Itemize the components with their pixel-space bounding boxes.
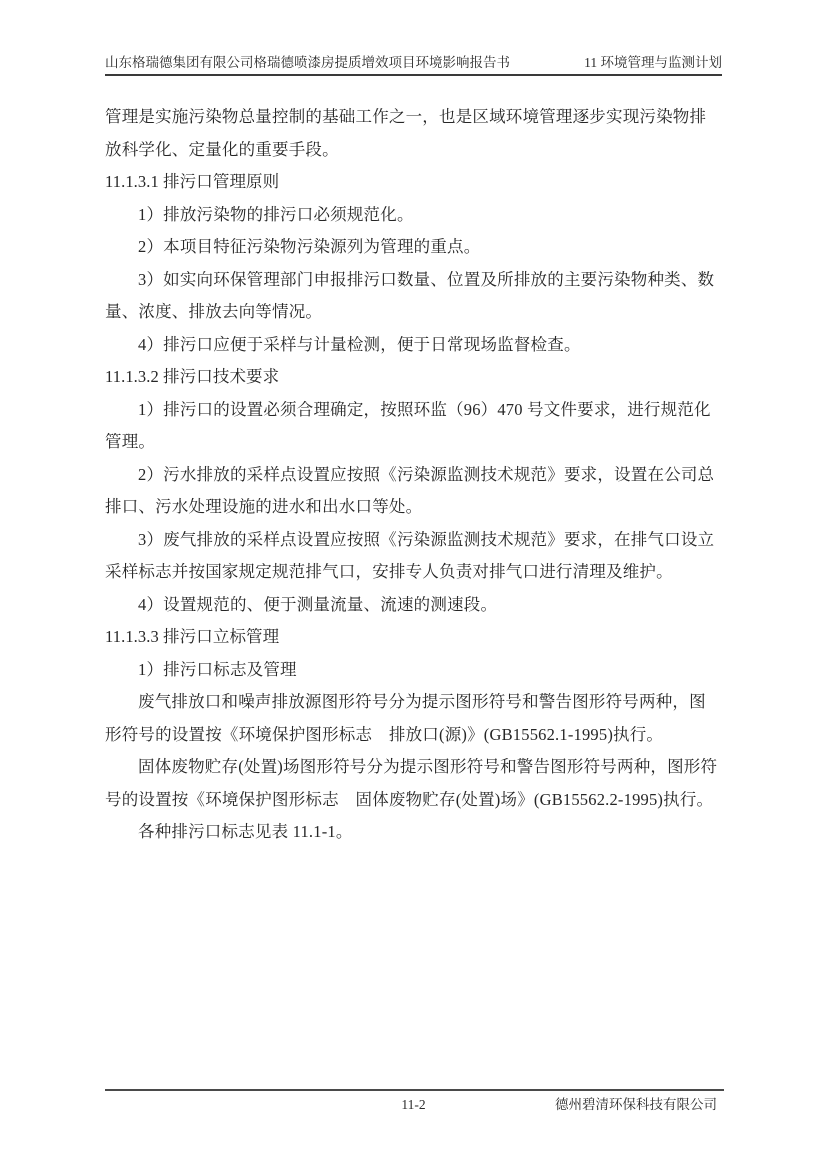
text-line: 4）排污口应便于采样与计量检测，便于日常现场监督检查。 <box>138 334 581 354</box>
text-line: 废气排放口和噪声排放源图形符号分为提示图形符号和警告图形符号两种，图 <box>138 692 706 711</box>
text-line: 3）废气排放的采样点设置应按照《污染源监测技术规范》要求，在排气口设立 <box>138 529 715 549</box>
text-line: 排口、污水处理设施的进水和出水口等处。 <box>105 497 423 516</box>
text-line: 2）本项目特征污染物污染源列为管理的重点。 <box>138 237 481 256</box>
page-footer <box>105 1096 722 1116</box>
text-line: 放科学化、定量化的重要手段。 <box>105 139 339 159</box>
text-line: 1）排污口的设置必须合理确定，按照环监（96）470 号文件要求，进行规范化 <box>138 399 711 419</box>
header-rule <box>105 74 722 76</box>
section-heading: 11.1.3.3 排污口立标管理 <box>105 627 280 646</box>
text-line: 号的设置按《环境保护图形标志 固体废物贮存(处置)场》(GB15562.2-1995)执行。 <box>105 789 714 809</box>
page-number: 11-2 <box>401 1097 426 1112</box>
text-line: 固体废物贮存(处置)场图形符号分为提示图形符号和警告图形符号两种，图形符 <box>138 757 718 776</box>
text-line: 量、浓度、排放去向等情况。 <box>105 302 323 321</box>
footer-rule <box>105 1089 724 1091</box>
section-heading: 11.1.3.1 排污口管理原则 <box>105 172 280 191</box>
text-line: 4）设置规范的、便于测量流量、流速的测速段。 <box>138 594 498 614</box>
document-body <box>105 101 722 849</box>
header-chapter-label: 11 环境管理与监测计划 <box>584 55 722 70</box>
text-line: 1）排放污染物的排污口必须规范化。 <box>138 204 414 224</box>
text-line: 形符号的设置按《环境保护图形标志 排放口(源)》(GB15562.1-1995)执行。 <box>105 724 664 744</box>
text-line: 1）排污口标志及管理 <box>138 659 297 679</box>
text-line: 管理。 <box>105 432 156 451</box>
text-line: 各种排污口标志见表 11.1-1。 <box>138 822 353 841</box>
text-line: 3）如实向环保管理部门申报排污口数量、位置及所排放的主要污染物种类、数 <box>138 269 715 289</box>
page-header <box>105 54 722 72</box>
text-line: 2）污水排放的采样点设置应按照《污染源监测技术规范》要求，设置在公司总 <box>138 464 715 484</box>
text-line: 采样标志并按国家规定规范排气口，安排专人负责对排气口进行清理及维护。 <box>105 562 673 581</box>
text-line: 管理是实施污染物总量控制的基础工作之一，也是区域环境管理逐步实现污染物排 <box>105 107 707 126</box>
header-report-title: 山东格瑞德集团有限公司格瑞德喷漆房提质增效项目环境影响报告书 <box>105 55 510 70</box>
section-heading: 11.1.3.2 排污口技术要求 <box>105 367 280 386</box>
footer-company-name: 德州碧清环保科技有限公司 <box>555 1097 717 1112</box>
